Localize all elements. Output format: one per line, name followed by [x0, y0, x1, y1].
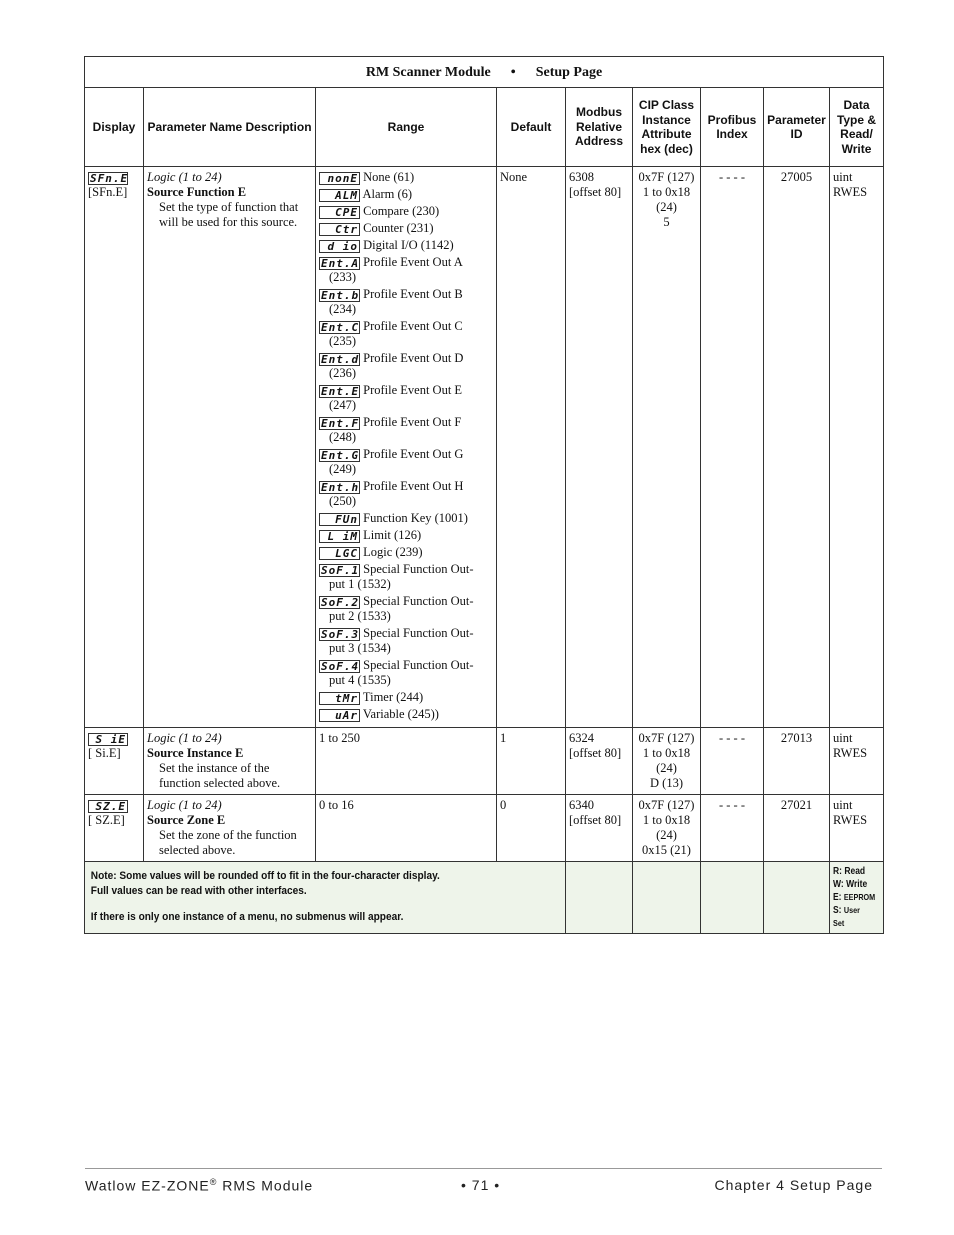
read-write: RWES	[833, 813, 868, 827]
footer-module: RMS Module	[217, 1177, 314, 1194]
title-separator: •	[510, 64, 516, 80]
note-empty-param-id	[764, 862, 830, 934]
range-option	[319, 528, 493, 543]
display-cell	[85, 728, 144, 795]
legend-cell	[830, 862, 884, 934]
footer-page-number: • 71 •	[461, 1177, 501, 1193]
range-option	[319, 594, 493, 624]
cip-line: 0x7F (127)	[638, 170, 695, 184]
profibus-cell: - - - -	[701, 795, 764, 862]
param-description: Set the type of function that will be used for this source.	[159, 200, 299, 229]
note-line-2: Full values can be read with other interfaces.	[90, 884, 307, 897]
range-option-text: Profile Event Out A	[363, 255, 463, 269]
range-option-value: put 3 (1534)	[329, 641, 391, 655]
modbus-address: 6324	[569, 731, 594, 745]
cip-line: (24)	[656, 828, 677, 842]
range-option-text: Special Function Out-	[363, 594, 474, 608]
range-option-value: (247)	[329, 398, 357, 412]
range-text: 0 to 16	[319, 798, 354, 812]
range-text: 1 to 250	[319, 731, 360, 745]
range-option-text: None (61)	[363, 170, 415, 184]
profibus-cell: - - - -	[701, 167, 764, 728]
data-type: uint	[833, 731, 853, 745]
cip-line: 0x7F (127)	[638, 731, 695, 745]
param-cell	[144, 728, 316, 795]
range-option	[319, 658, 493, 688]
param-cell	[144, 795, 316, 862]
data-type-cell	[830, 167, 884, 728]
range-option	[319, 545, 493, 560]
cip-line: (24)	[656, 761, 677, 775]
display-code-icon: SoF.3	[321, 628, 360, 641]
display-code-icon: FUn	[319, 513, 360, 526]
range-cell	[316, 795, 497, 862]
modbus-cell	[566, 167, 633, 728]
range-option	[319, 351, 493, 381]
param-id-cell: 27021	[764, 795, 830, 862]
range-option-value: put 2 (1533)	[329, 609, 391, 623]
legend-e-key: E:	[833, 892, 842, 903]
note-line-1: Note: Some values will be rounded off to fit in the four-character display.	[90, 870, 440, 882]
range-option-text: Timer (244)	[362, 690, 424, 704]
page-footer	[85, 1177, 873, 1195]
note-cell	[85, 862, 566, 934]
cip-cell	[633, 167, 701, 728]
range-option	[319, 447, 493, 477]
display-code-icon: nonE	[319, 172, 360, 185]
parameter-row	[85, 167, 884, 728]
display-code-icon: Ent.h	[321, 481, 360, 494]
display-code-icon: CPE	[319, 206, 360, 219]
display-label: [ SZ.E]	[88, 813, 125, 827]
range-option	[319, 383, 493, 413]
note-row	[85, 862, 884, 934]
range-option-text: Profile Event Out C	[363, 319, 463, 333]
table-title	[85, 57, 884, 88]
modbus-cell	[566, 728, 633, 795]
param-id-cell: 27005	[764, 167, 830, 728]
range-option-text: Special Function Out-	[363, 626, 474, 640]
cip-line: 1 to 0x18	[642, 185, 691, 199]
footer-product: Watlow EZ-ZONE	[85, 1177, 210, 1194]
range-option-text: Profile Event Out G	[363, 447, 464, 461]
parameter-row	[85, 728, 884, 795]
range-option	[319, 170, 493, 185]
range-option	[319, 238, 493, 253]
header-param: Parameter Name Description	[144, 88, 316, 167]
header-row	[85, 88, 884, 167]
footer-registered: ®	[209, 1177, 218, 1187]
display-label: [SFn.E]	[88, 185, 128, 199]
display-code-icon: d io	[319, 240, 360, 253]
cip-cell	[633, 795, 701, 862]
legend-s-val2: Set	[833, 918, 845, 928]
range-option-value: (248)	[329, 430, 357, 444]
cip-line: 1 to 0x18	[642, 746, 691, 760]
range-option-value: put 1 (1532)	[329, 577, 391, 591]
cip-line: 5	[663, 215, 670, 229]
read-write: RWES	[833, 746, 868, 760]
note-empty-cip	[633, 862, 701, 934]
display-code-icon: SoF.2	[321, 596, 360, 609]
module-title: RM Scanner Module	[365, 64, 491, 80]
header-param-id: Parameter ID	[764, 88, 830, 167]
header-data-type: Data Type & Read/ Write	[830, 88, 884, 167]
range-option	[319, 187, 493, 202]
legend-w-val: Write	[846, 879, 868, 890]
param-logic: Logic (1 to 24)	[147, 170, 222, 184]
range-option-value: put 4 (1535)	[329, 673, 391, 687]
default-cell: None	[497, 167, 566, 728]
range-option	[319, 415, 493, 445]
display-code-icon: SoF.4	[321, 660, 360, 673]
page-title: Setup Page	[535, 64, 603, 80]
param-cell	[144, 167, 316, 728]
display-code-icon: Ent.A	[321, 257, 360, 270]
modbus-offset: [offset 80]	[569, 813, 622, 827]
range-option-value: (250)	[329, 494, 357, 508]
range-option-text: Special Function Out-	[363, 658, 474, 672]
legend-r-key: R:	[833, 866, 842, 877]
cip-line: 1 to 0x18	[642, 813, 691, 827]
footer-left	[85, 1177, 313, 1194]
modbus-offset: [offset 80]	[569, 746, 622, 760]
header-display: Display	[85, 88, 144, 167]
note-empty-profibus	[701, 862, 764, 934]
footer-chapter: Chapter 4 Setup Page	[714, 1177, 873, 1193]
note-empty-modbus	[566, 862, 633, 934]
data-type-cell	[830, 728, 884, 795]
display-code-icon: tMr	[319, 692, 360, 705]
range-option-value: (236)	[329, 366, 357, 380]
param-name: Source Zone E	[147, 813, 226, 827]
range-option	[319, 479, 493, 509]
header-modbus: Modbus Relative Address	[566, 88, 633, 167]
param-logic: Logic (1 to 24)	[147, 731, 222, 745]
data-type: uint	[833, 798, 853, 812]
cip-line: 0x7F (127)	[638, 798, 695, 812]
range-option	[319, 204, 493, 219]
display-code-icon: uAr	[319, 709, 360, 722]
note-text	[88, 865, 572, 929]
cip-line: (24)	[656, 200, 677, 214]
data-type: uint	[833, 170, 853, 184]
range-option-text: Digital I/O (1142)	[363, 238, 454, 252]
modbus-offset: [offset 80]	[569, 185, 622, 199]
default-cell: 1	[497, 728, 566, 795]
cip-cell	[633, 728, 701, 795]
parameter-table-container	[84, 56, 883, 934]
display-code-icon: S iE	[88, 733, 128, 746]
legend-r-val: Read	[844, 866, 866, 877]
default-cell: 0	[497, 795, 566, 862]
display-code-icon: Ent.G	[321, 449, 360, 462]
range-option	[319, 319, 493, 349]
range-option	[319, 255, 493, 285]
display-code-icon: SZ.E	[88, 800, 128, 813]
parameter-rows	[85, 167, 884, 862]
display-code-icon: Ent.d	[321, 353, 360, 366]
header-default: Default	[497, 88, 566, 167]
display-code-icon: SoF.1	[321, 564, 360, 577]
table-title-row	[85, 57, 884, 88]
param-id-cell: 27013	[764, 728, 830, 795]
display-code-icon: Ent.C	[321, 321, 360, 334]
param-description: Set the zone of the function selected above.	[159, 828, 297, 857]
range-option	[319, 511, 493, 526]
range-option-text: Compare (230)	[363, 204, 440, 218]
display-code-icon: L iM	[319, 530, 360, 543]
legend-w-key: W:	[833, 879, 844, 890]
range-option-text: Profile Event Out F	[363, 415, 462, 429]
param-name: Source Instance E	[147, 746, 244, 760]
range-option-text: Function Key (1001)	[363, 511, 468, 525]
range-option	[319, 562, 493, 592]
footer-rule	[85, 1168, 882, 1169]
param-description: Set the instance of the function selected above.	[159, 761, 281, 790]
range-option	[319, 707, 493, 722]
param-logic: Logic (1 to 24)	[147, 798, 222, 812]
param-name: Source Function E	[147, 185, 247, 199]
parameter-row	[85, 795, 884, 862]
display-code-icon: ALM	[319, 189, 360, 202]
display-code-icon: Ent.E	[321, 385, 360, 398]
range-option-text: Profile Event Out B	[363, 287, 463, 301]
modbus-address: 6308	[569, 170, 594, 184]
range-cell	[316, 728, 497, 795]
legend-e-val: EEPROM	[843, 892, 876, 902]
modbus-cell	[566, 795, 633, 862]
display-code-icon: SFn.E	[90, 172, 129, 185]
range-option-text: Limit (126)	[363, 528, 422, 542]
display-code-icon: LGC	[319, 547, 360, 560]
range-option-text: Counter (231)	[363, 221, 434, 235]
range-option-value: (234)	[329, 302, 357, 316]
header-profibus: Profibus Index	[701, 88, 764, 167]
range-option-value: (235)	[329, 334, 357, 348]
rw-legend	[833, 865, 876, 930]
parameter-table	[84, 56, 884, 934]
cip-line: D (13)	[650, 776, 683, 790]
range-option-text: Alarm (6)	[362, 187, 413, 201]
range-option-value: (233)	[329, 270, 357, 284]
range-option	[319, 221, 493, 236]
legend-s-val: User	[843, 905, 860, 915]
cip-line: 0x15 (21)	[642, 843, 691, 857]
header-cip: CIP Class Instance Attribute hex (dec)	[633, 88, 701, 167]
legend-s-key: S:	[833, 905, 842, 916]
display-cell	[85, 795, 144, 862]
display-code-icon: Ent.b	[321, 289, 360, 302]
display-label: [ Si.E]	[88, 746, 121, 760]
display-cell	[85, 167, 144, 728]
range-cell	[316, 167, 497, 728]
data-type-cell	[830, 795, 884, 862]
header-range: Range	[316, 88, 497, 167]
read-write: RWES	[833, 185, 868, 199]
range-option-text: Logic (239)	[363, 545, 423, 559]
range-option-text: Profile Event Out E	[363, 383, 463, 397]
range-option-text: Special Function Out-	[363, 562, 474, 576]
range-option	[319, 690, 493, 705]
modbus-address: 6340	[569, 798, 594, 812]
range-option-text: Variable (245))	[362, 707, 439, 721]
profibus-cell: - - - -	[701, 728, 764, 795]
range-option	[319, 287, 493, 317]
range-option-text: Profile Event Out H	[363, 479, 464, 493]
display-code-icon: Ctr	[319, 223, 360, 236]
range-option-text: Profile Event Out D	[363, 351, 464, 365]
range-option	[319, 626, 493, 656]
note-line-3: If there is only one instance of a menu, no submenus will appear.	[90, 911, 404, 923]
range-option-value: (249)	[329, 462, 357, 476]
display-code-icon: Ent.F	[321, 417, 360, 430]
